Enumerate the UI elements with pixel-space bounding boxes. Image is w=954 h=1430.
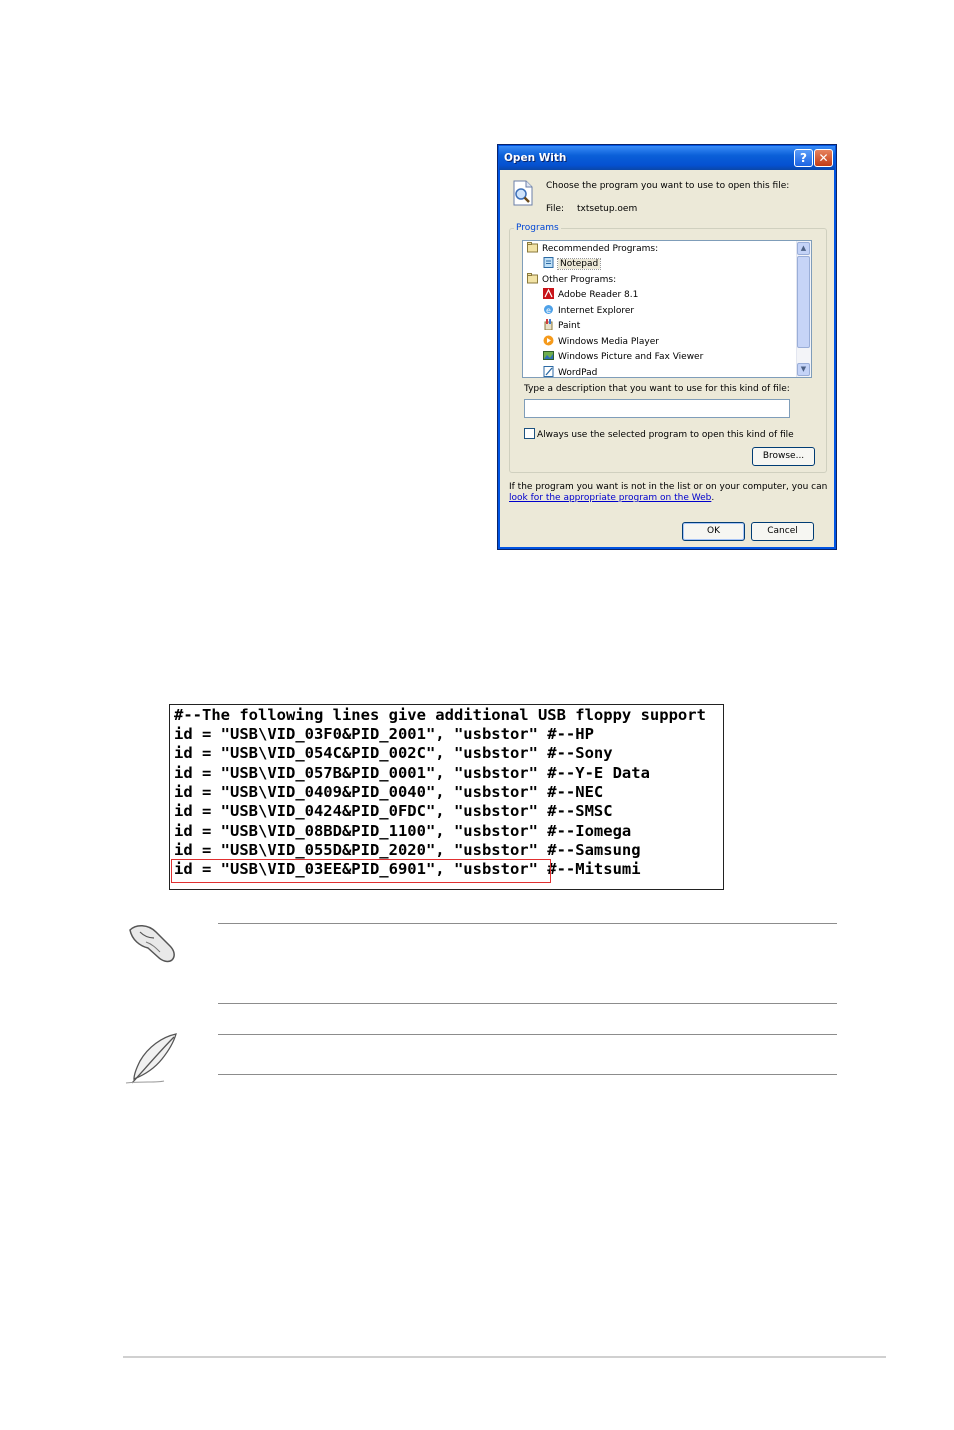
folder-icon xyxy=(527,242,538,253)
internet-explorer-icon xyxy=(543,304,554,315)
programs-listbox[interactable] xyxy=(522,240,812,378)
program-paint[interactable]: Paint xyxy=(543,319,580,334)
open-with-dialog xyxy=(497,144,837,550)
file-label: File: xyxy=(546,204,565,214)
description-input[interactable] xyxy=(524,399,790,418)
code-line: id = "USB\VID_0424&PID_0FDC", "usbstor" #--SMSC xyxy=(174,802,613,820)
code-line: id = "USB\VID_08BD&PID_1100", "usbstor" #--Iomega xyxy=(174,822,632,840)
prompt-text: Choose the program you want to use to open this file: xyxy=(546,181,790,191)
picture-viewer-icon xyxy=(543,350,554,361)
note-rule-bottom xyxy=(218,1003,837,1004)
media-player-icon xyxy=(543,335,554,346)
programs-group xyxy=(509,223,827,473)
program-internet-explorer[interactable]: e Internet Explorer xyxy=(543,304,634,319)
always-use-label: Always use the selected program to open this kind of file xyxy=(537,430,794,440)
folder-icon xyxy=(527,273,538,284)
description-label: Type a description that you want to use for this kind of file: xyxy=(524,384,790,394)
feather-quill-icon xyxy=(122,1031,180,1087)
paint-icon xyxy=(543,319,554,330)
hand-note-icon xyxy=(126,920,178,964)
web-search-link[interactable]: look for the appropriate program on the Web xyxy=(509,493,712,503)
ok-button[interactable]: OK xyxy=(682,522,745,541)
close-button[interactable]: ✕ xyxy=(814,149,833,167)
program-picture-fax-viewer[interactable]: Windows Picture and Fax Viewer xyxy=(543,350,703,365)
svg-text:e: e xyxy=(546,306,551,315)
tip-rule-top xyxy=(218,1034,837,1035)
dialog-title: Open With xyxy=(504,152,567,164)
program-adobe-reader[interactable]: Adobe Reader 8.1 xyxy=(543,288,638,303)
scroll-down-icon[interactable]: ▼ xyxy=(797,363,810,376)
scroll-thumb[interactable] xyxy=(797,256,810,348)
code-line: id = "USB\VID_054C&PID_002C", "usbstor" #--Sony xyxy=(174,744,613,762)
adobe-reader-icon xyxy=(543,288,554,299)
always-use-checkbox[interactable] xyxy=(524,428,535,439)
tip-rule-bottom xyxy=(218,1074,837,1075)
highlight-box xyxy=(171,859,551,883)
notepad-icon xyxy=(543,257,554,268)
always-use-option[interactable] xyxy=(524,428,794,440)
code-line: id = "USB\VID_055D&PID_2020", "usbstor" #--Samsung xyxy=(174,841,641,859)
code-line-highlighted: id = "USB\VID_03EE&PID_6901", "usbstor" #--Mitsumi xyxy=(174,860,641,878)
program-notepad[interactable]: Notepad xyxy=(543,257,600,272)
code-line: id = "USB\VID_0409&PID_0040", "usbstor" #--NEC xyxy=(174,783,604,801)
browse-button[interactable]: Browse... xyxy=(752,447,815,466)
cancel-button[interactable]: Cancel xyxy=(751,522,814,541)
wordpad-icon xyxy=(543,366,554,377)
help-button[interactable]: ? xyxy=(794,149,813,167)
code-line: id = "USB\VID_057B&PID_0001", "usbstor" #--Y-E Data xyxy=(174,764,650,782)
code-listing xyxy=(169,704,724,890)
scroll-up-icon[interactable]: ▲ xyxy=(797,242,810,255)
program-wordpad[interactable]: WordPad xyxy=(543,366,597,377)
program-windows-media-player[interactable]: Windows Media Player xyxy=(543,335,659,350)
list-category-recommended[interactable]: Recommended Programs: xyxy=(527,242,658,257)
programs-group-label: Programs xyxy=(516,223,559,233)
list-category-other[interactable]: Other Programs: xyxy=(527,273,616,288)
footer-rule xyxy=(123,1356,886,1358)
note-rule-top xyxy=(218,923,837,924)
programs-scrollbar[interactable] xyxy=(796,241,811,377)
dialog-titlebar[interactable] xyxy=(499,146,835,170)
file-search-icon xyxy=(511,180,535,206)
bottom-help-text: If the program you want is not in the list or on your computer, you can look for the appropriate program on the Web. xyxy=(509,482,828,503)
code-line: #--The following lines give additional USB floppy support xyxy=(174,706,706,724)
code-line: id = "USB\VID_03F0&PID_2001", "usbstor" #--HP xyxy=(174,725,594,743)
file-name: txtsetup.oem xyxy=(577,204,638,214)
